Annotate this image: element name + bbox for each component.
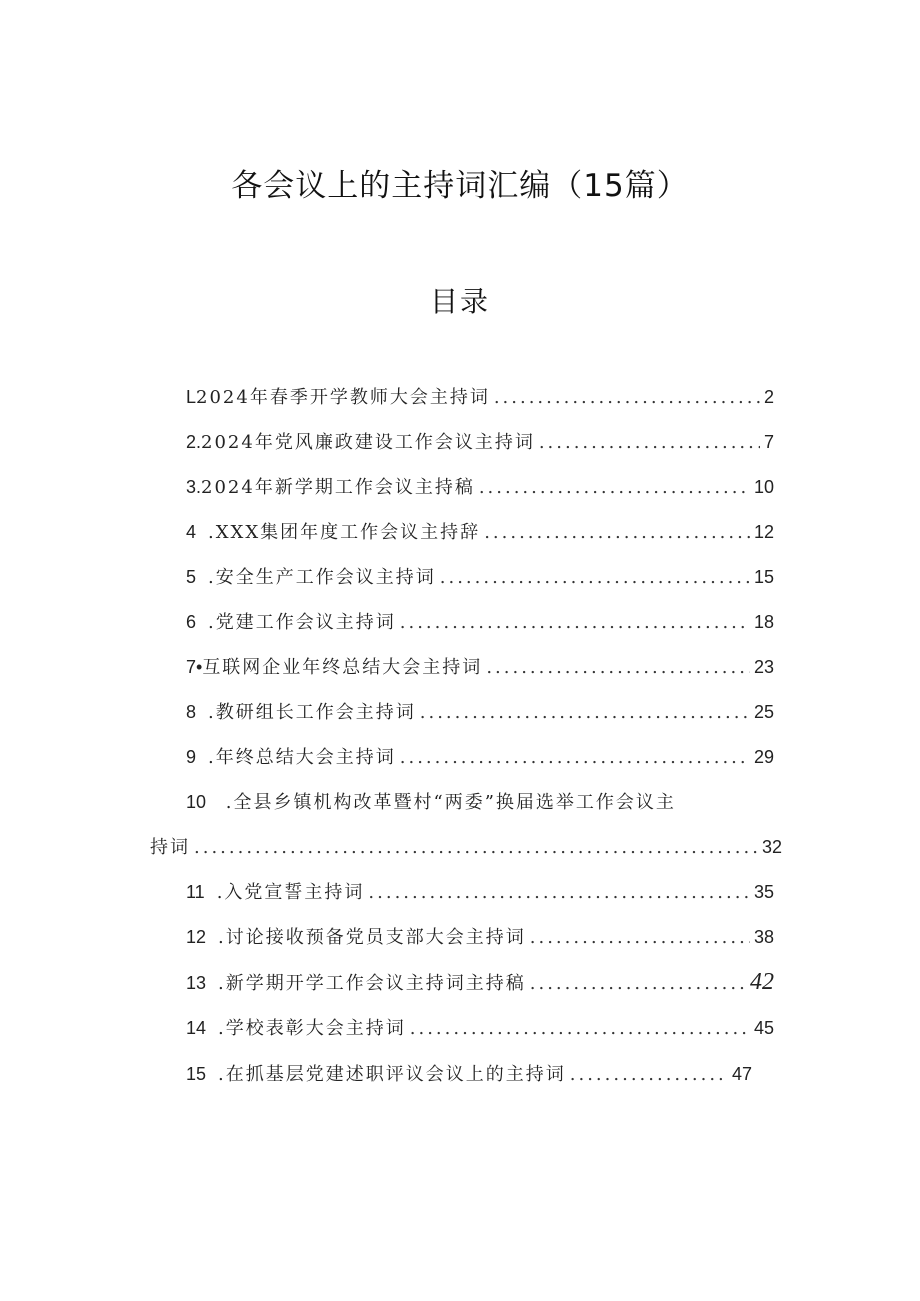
toc-entry-page: 47 [731,1064,752,1084]
toc-entry-11[interactable] [186,877,774,907]
toc-entry-title: .党建工作会议主持词 [208,612,396,633]
toc-entry-title: .教研组长工作会主持词 [208,702,416,723]
toc-entry-page: 15 [753,567,774,587]
toc-entry-title: 2024年春季开学教师大会主持词 [196,387,490,408]
dot-leader [400,743,750,773]
toc-entry-number: 11 [186,882,205,902]
toc-heading: 目录 [429,285,490,318]
toc-entry-number: 7• [186,657,203,677]
toc-entry-number: 9 [186,747,197,767]
toc-entry-title: .讨论接收预备党员支部大会主持词 [218,927,526,948]
dot-leader [368,878,750,908]
toc-entry-title: .在抓基层党建述职评议会议上的主持词 [218,1064,566,1085]
dot-leader [479,473,750,503]
toc-entry-number: 5 [186,567,197,587]
dot-leader [400,608,750,638]
toc-entry-page: 2 [763,387,774,407]
toc-entry-page: 38 [753,927,774,947]
toc-entry-10[interactable] [186,787,676,817]
toc-entry-page: 12 [753,522,774,542]
toc-entry-title: .年终总结大会主持词 [208,747,396,768]
toc-entry-5[interactable] [186,562,774,592]
toc-entry-page: 42 [750,969,774,995]
toc-entry-title: 2024年党风廉政建设工作会议主持词 [201,432,535,453]
toc-entry-title: .安全生产工作会议主持词 [208,567,436,588]
toc-entry-number: 2. [186,432,202,452]
toc-entry-number: 4 [186,522,197,542]
toc-entry-page: 35 [753,882,774,902]
toc-entry-14[interactable] [186,1013,774,1043]
dot-leader [420,698,750,728]
toc-entry-title: 2024年新学期工作会议主持稿 [201,477,475,498]
toc-entry-number: 15 [186,1064,207,1084]
toc-entry-1[interactable] [186,382,774,412]
toc-entry-page: 45 [753,1018,774,1038]
toc-entry-9[interactable] [186,742,774,772]
toc-entry-title: .学校表彰大会主持词 [218,1018,406,1039]
toc-entry-number: 10 [186,792,207,812]
toc-entry-number: 3. [186,477,202,497]
toc-entry-3[interactable] [186,472,774,502]
toc-entry-title: 互联网企业年终总结大会主持词 [202,657,483,678]
dot-leader [194,833,758,863]
toc-entry-title: .入党宣誓主持词 [216,882,365,903]
dot-leader [539,428,760,458]
toc-entry-title: .新学期开学工作会议主持词主持稿 [218,973,526,994]
document-title: 各会议上的主持词汇编（15篇） [231,168,689,204]
toc-entry-page: 32 [761,837,782,857]
toc-entry-title: .XXX集团年度工作会议主持辞 [208,522,481,543]
toc-entry-page: 25 [753,702,774,722]
toc-entry-page: 7 [763,432,774,452]
toc-entry-4[interactable] [186,517,774,547]
toc-entry-number: 6 [186,612,197,632]
dot-leader [440,563,750,593]
dot-leader [494,383,760,413]
toc-entry-number: 14 [186,1018,207,1038]
toc-entry-8[interactable] [186,697,774,727]
dot-leader [530,969,746,999]
toc-entry-2[interactable] [186,427,774,457]
toc-entry-number: L [186,387,197,407]
dot-leader [484,518,750,548]
toc-entry-page: 10 [753,477,774,497]
toc-entry-page: 23 [753,657,774,677]
toc-entry-title: .全县乡镇机构改革暨村“两委”换届选举工作会议主 [225,792,676,813]
toc-entry-13[interactable] [186,967,774,997]
toc-entry-page: 29 [753,747,774,767]
toc-entry-page: 18 [753,612,774,632]
toc-entry-number: 12 [186,927,207,947]
dot-leader [486,653,750,683]
toc-entry-number: 13 [186,973,207,993]
dot-leader [570,1060,728,1090]
toc-entry-6[interactable] [186,607,774,637]
toc-entry-number: 8 [186,702,197,722]
toc-entry-title-continued: 持词 [150,837,190,858]
dot-leader [410,1014,750,1044]
toc-entry-7[interactable] [186,652,774,682]
toc-entry-15[interactable] [186,1059,752,1089]
toc-entry-10-continuation[interactable] [150,832,782,862]
toc-entry-12[interactable] [186,922,774,952]
dot-leader [530,923,750,953]
